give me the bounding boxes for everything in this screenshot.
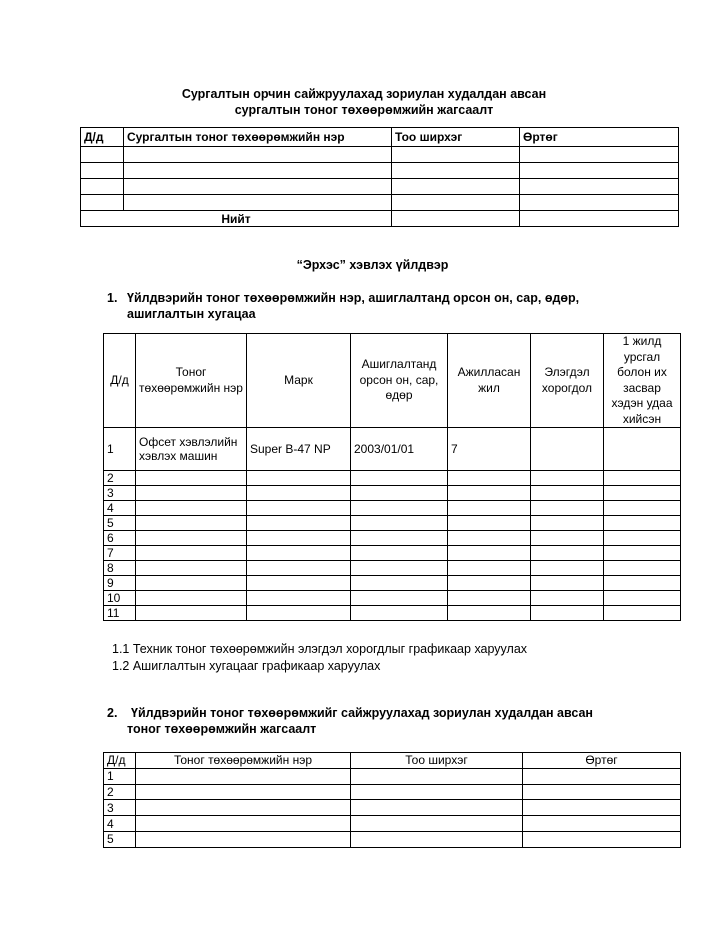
table-row bbox=[104, 768, 681, 784]
table-row bbox=[104, 816, 681, 832]
table-header-row bbox=[104, 334, 681, 428]
header-cell: Тоо ширхэг bbox=[351, 753, 523, 769]
table-header-row bbox=[81, 128, 679, 147]
header-cell: Д/д bbox=[104, 753, 136, 769]
table-row bbox=[104, 501, 681, 516]
row-number: 3 bbox=[104, 486, 136, 501]
table-row bbox=[104, 531, 681, 546]
row-number: 10 bbox=[104, 591, 136, 606]
factory-name: “Эрхэс” хэвлэх үйлдвэр bbox=[296, 258, 449, 272]
start-date-cell: 2003/01/01 bbox=[351, 428, 448, 471]
row-number: 1 bbox=[104, 768, 136, 784]
total-label: Нийт bbox=[81, 211, 392, 227]
row-number: 8 bbox=[104, 561, 136, 576]
header-cell: Өртөг bbox=[520, 128, 679, 147]
brand-cell: Super B-47 NP bbox=[247, 428, 351, 471]
row-number: 4 bbox=[104, 501, 136, 516]
header-cell: Тоо ширхэг bbox=[392, 128, 520, 147]
note-1: 1.1 Техник тоног төхөөрөмжийн элэгдэл хорогдлыг графикаар харуулах bbox=[112, 642, 528, 656]
header-cell: Сургалтын тоног төхөөрөмжийн нэр bbox=[124, 128, 392, 147]
header-cell: Өртөг bbox=[523, 753, 681, 769]
document-title-line1: Сургалтын орчин сайжруулахад зориулан худалдан авсан bbox=[181, 87, 547, 101]
improvement-equipment-table bbox=[103, 752, 681, 848]
table-header-row bbox=[104, 753, 681, 769]
table-row bbox=[104, 784, 681, 800]
section-number: 1. bbox=[107, 291, 118, 305]
row-number: 4 bbox=[104, 816, 136, 832]
note-2: 1.2 Ашиглалтын хугацааг графикаар харуулах bbox=[112, 659, 381, 673]
table-row bbox=[104, 561, 681, 576]
row-number: 6 bbox=[104, 531, 136, 546]
table-row bbox=[104, 471, 681, 486]
row-number: 11 bbox=[104, 606, 136, 621]
table-row bbox=[104, 591, 681, 606]
table-row bbox=[81, 195, 679, 211]
depreciation-cell bbox=[531, 428, 604, 471]
equipment-usage-table bbox=[103, 333, 681, 621]
row-number: 5 bbox=[104, 831, 136, 847]
equipment-name-cell: Офсет хэвлэлийн хэвлэх машин bbox=[136, 428, 247, 471]
section2-heading-line2: тоног төхөөрөмжийн жагсаалт bbox=[127, 722, 317, 736]
row-number: 7 bbox=[104, 546, 136, 561]
table-row bbox=[104, 831, 681, 847]
section1-heading-line2: ашиглалтын хугацаа bbox=[127, 307, 256, 321]
header-cell: Ажилласан жил bbox=[448, 334, 531, 428]
table-row bbox=[104, 546, 681, 561]
header-cell: Д/д bbox=[104, 334, 136, 428]
header-cell: Тоног төхөөрөмжийн нэр bbox=[136, 334, 247, 428]
repairs-cell bbox=[604, 428, 681, 471]
section1-heading-line1: Үйлдвэрийн тоног төхөөрөмжийн нэр, ашиглалтанд орсон он, сар, өдөр, bbox=[127, 291, 580, 305]
header-cell: 1 жилд урсгал болон их засвар хэдэн удаа хийсэн bbox=[604, 334, 681, 428]
total-row bbox=[81, 211, 679, 227]
table-row bbox=[81, 147, 679, 163]
years-worked-cell: 7 bbox=[448, 428, 531, 471]
row-number: 5 bbox=[104, 516, 136, 531]
purchased-equipment-table bbox=[80, 127, 679, 227]
table-row bbox=[104, 576, 681, 591]
row-number: 2 bbox=[104, 784, 136, 800]
header-cell: Тоног төхөөрөмжийн нэр bbox=[136, 753, 351, 769]
table-row bbox=[104, 516, 681, 531]
section2-heading-line1: Үйлдвэрийн тоног төхөөрөмжийг сайжруулахад зориулан худалдан авсан bbox=[131, 706, 593, 720]
table-row bbox=[104, 800, 681, 816]
table-row bbox=[104, 486, 681, 501]
section-number: 2. bbox=[107, 706, 118, 720]
table-row bbox=[104, 428, 681, 471]
document-title-line2: сургалтын тоног төхөөрөмжийн жагсаалт bbox=[234, 103, 494, 117]
header-cell: Д/д bbox=[81, 128, 124, 147]
row-number: 2 bbox=[104, 471, 136, 486]
header-cell: Марк bbox=[247, 334, 351, 428]
header-cell: Ашиглалтанд орсон он, сар, өдөр bbox=[351, 334, 448, 428]
row-number: 9 bbox=[104, 576, 136, 591]
table-row bbox=[81, 163, 679, 179]
header-cell: Элэгдэл хорогдол bbox=[531, 334, 604, 428]
row-number: 3 bbox=[104, 800, 136, 816]
row-number: 1 bbox=[104, 428, 136, 471]
table-row bbox=[104, 606, 681, 621]
table-row bbox=[81, 179, 679, 195]
